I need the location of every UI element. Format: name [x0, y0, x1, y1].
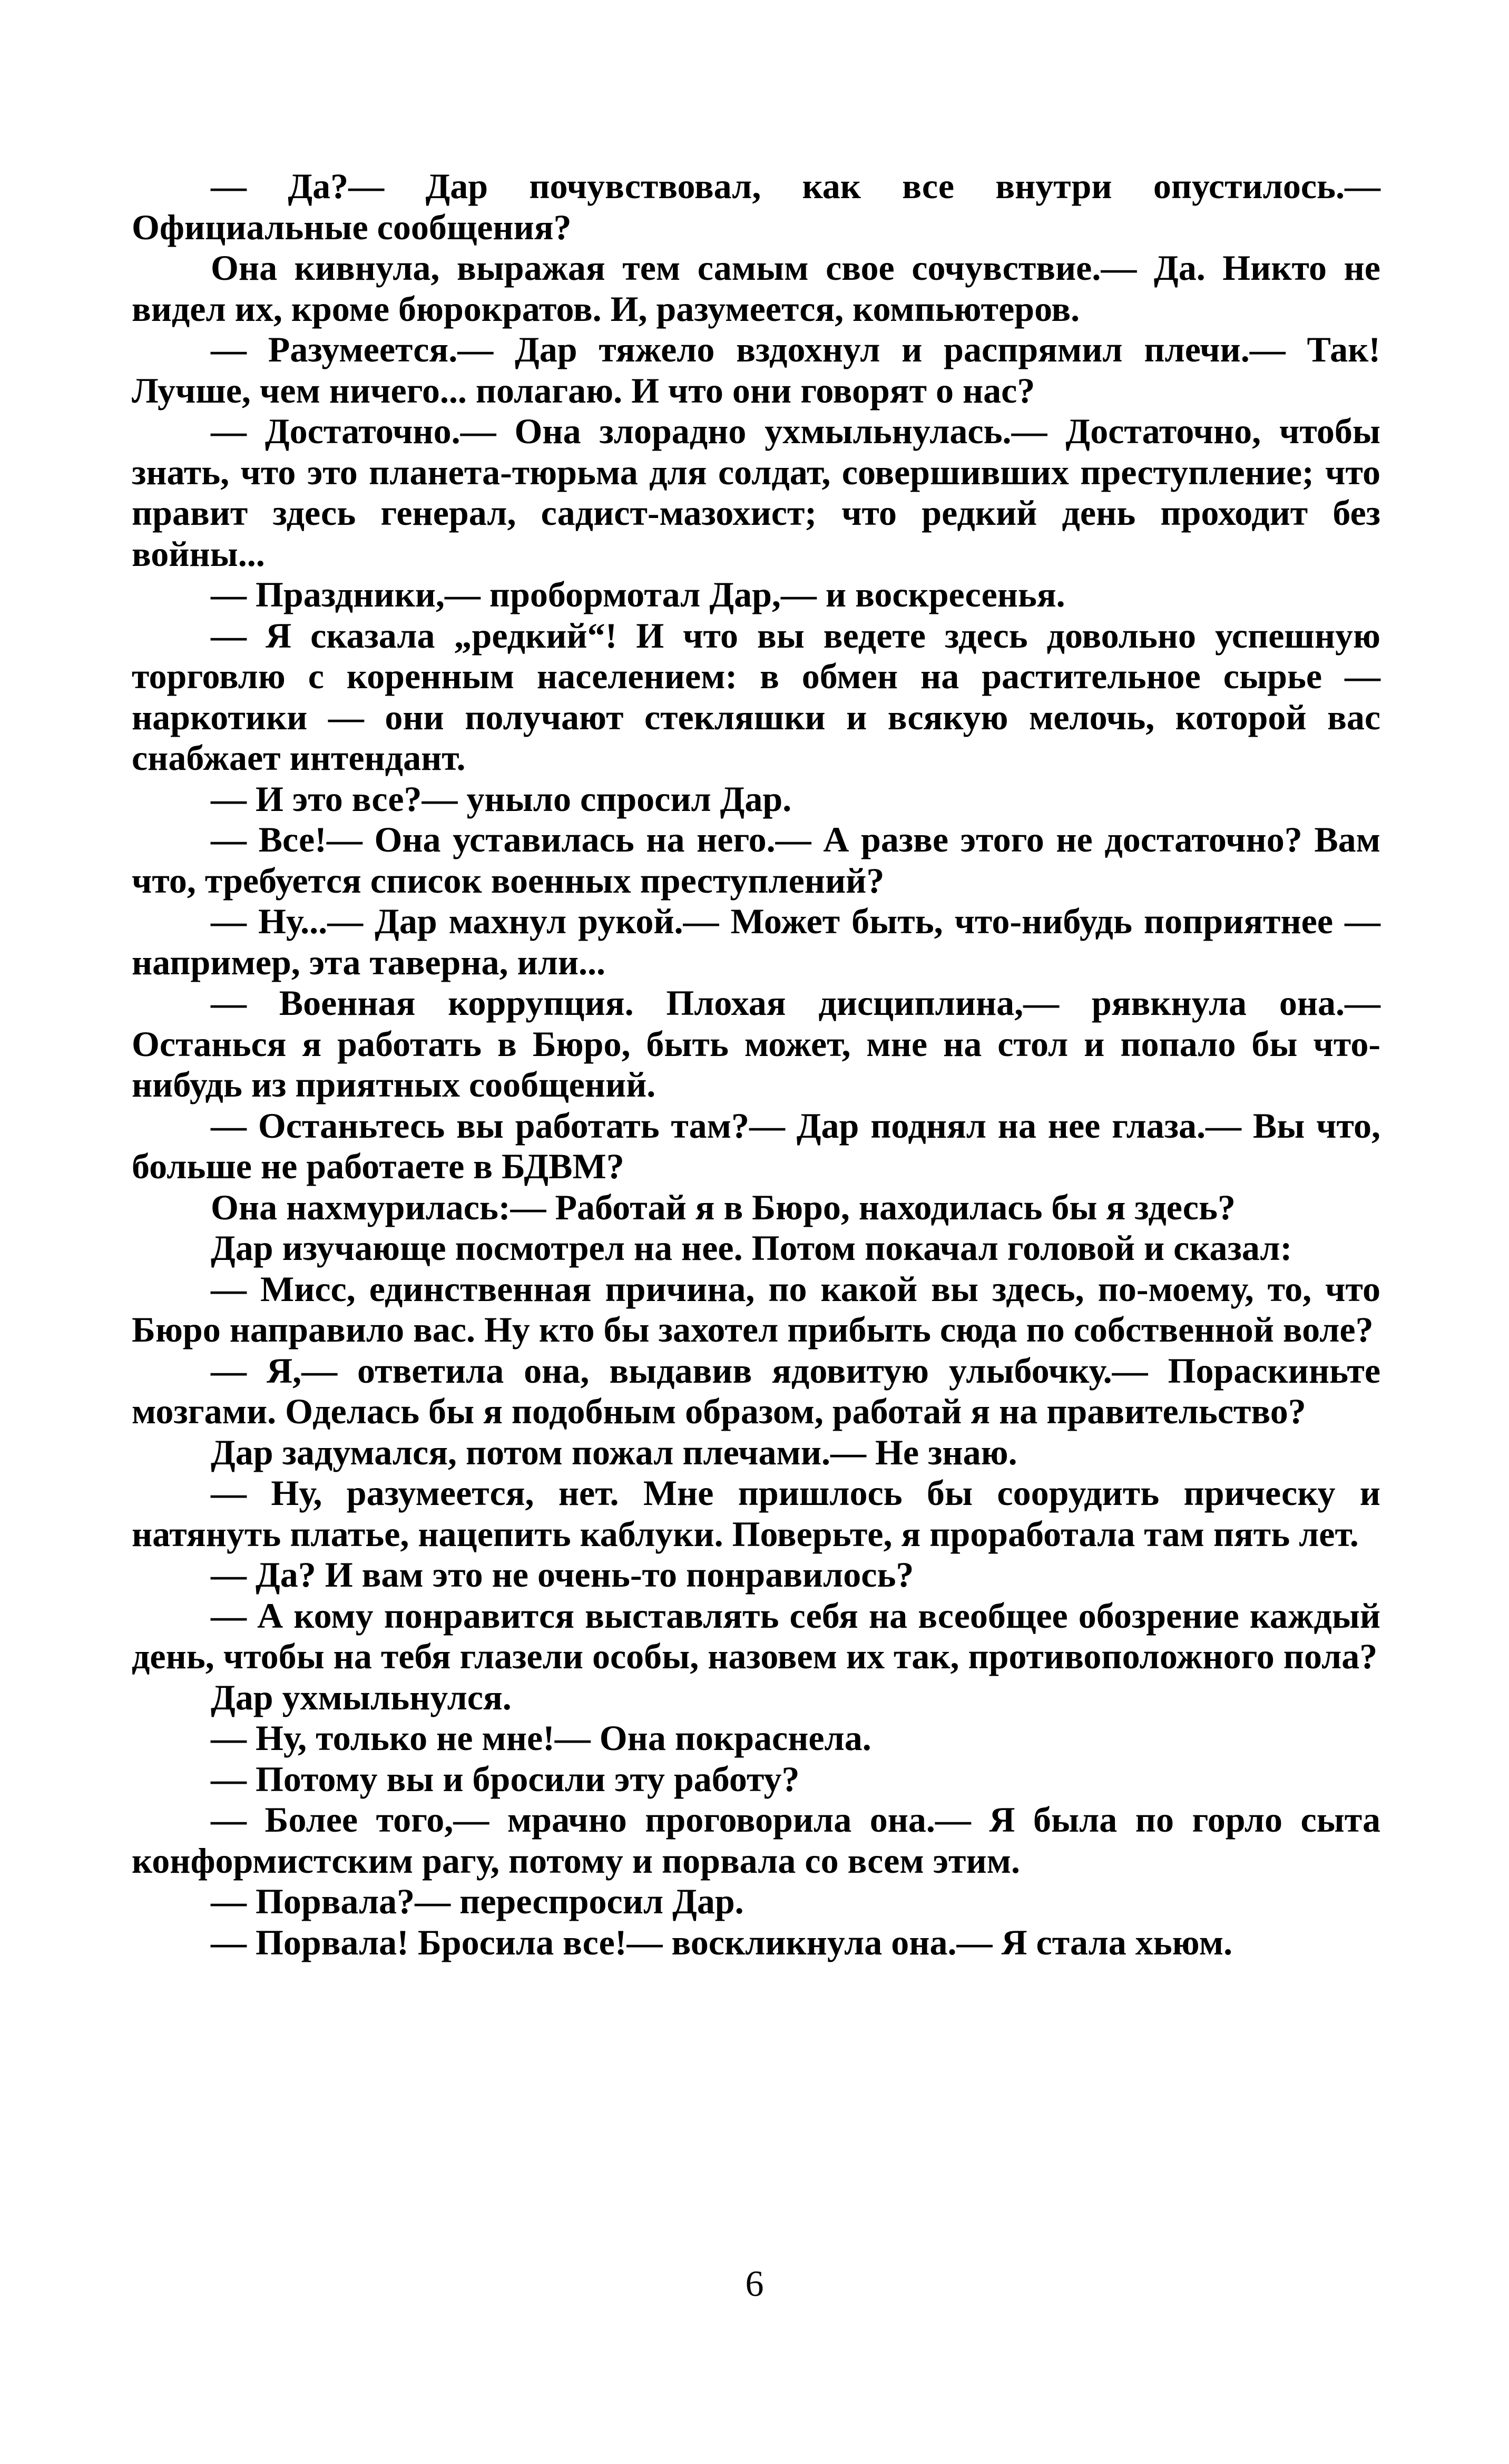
paragraph: — Ну...— Дар махнул рукой.— Может быть, что-нибудь поприятнее — например, эта таверна, или... — [132, 901, 1380, 982]
paragraph: — Да?— Дар почувствовал, как все внутри опустилось.— Официальные сообщения? — [132, 166, 1380, 247]
paragraph: Дар задумался, потом пожал плечами.— Не знаю. — [211, 1432, 1017, 1472]
paragraph: Дар изучающе посмотрел на нее. Потом покачал головой и сказал: — [211, 1228, 1292, 1268]
paragraph: — Да? И вам это не очень-то понравилось? — [211, 1554, 914, 1595]
paragraph: — И это все?— уныло спросил Дар. — [211, 778, 792, 819]
paragraph: Дар ухмыльнулся. — [211, 1677, 512, 1717]
paragraph: — Я сказала „редкий“! И что вы ведете здесь довольно успешную торговлю с коренным населением: в обмен на растительное сырье — наркотики — они получают стекляшки и всякую мелочь, которой вас снабжает интендант. — [132, 615, 1380, 778]
page-body — [132, 166, 1380, 1963]
paragraph: — Порвала! Бросила все!— воскликнула она.— Я стала хьюм. — [211, 1922, 1233, 1962]
paragraph: — Праздники,— пробормотал Дар,— и воскресенья. — [211, 574, 1065, 614]
paragraph: — Все!— Она уставилась на него.— А разве этого не достаточно? Вам что, требуется список военных преступлений? — [132, 819, 1380, 901]
paragraph: Она кивнула, выражая тем самым свое сочувствие.— Да. Никто не видел их, кроме бюрократов. И, разумеется, компьютеров. — [132, 248, 1380, 329]
page-number: 6 — [745, 2264, 764, 2304]
paragraph: — Потому вы и бросили эту работу? — [211, 1758, 800, 1799]
paragraph: — А кому понравится выставлять себя на всеобщее обозрение каждый день, чтобы на тебя глазели особы, назовем их так, противоположного пола? — [132, 1595, 1380, 1676]
paragraph: — Разумеется.— Дар тяжело вздохнул и распрямил плечи.— Так! Лучше, чем ничего... полагаю. И что они говорят о нас? — [132, 329, 1380, 410]
paragraph: — Мисс, единственная причина, по какой вы здесь, по-моему, то, что Бюро направило вас. Ну кто бы захотел прибыть сюда по собственной воле? — [132, 1268, 1380, 1350]
paragraph: — Более того,— мрачно проговорила она.— Я была по горло сыта конформистским рагу, потому и порвала со всем этим. — [132, 1800, 1380, 1881]
paragraph: — Достаточно.— Она злорадно ухмыльнулась.— Достаточно, чтобы знать, что это планета-тюрьма для солдат, совершивших преступление; что правит здесь генерал, садист-мазохист; что редкий день проходит без войны... — [132, 411, 1380, 574]
paragraph: — Военная коррупция. Плохая дисциплина,— рявкнула она.— Останься я работать в Бюро, быть может, мне на стол и попало бы что-нибудь из приятных сообщений. — [132, 983, 1380, 1104]
paragraph: — Останьтесь вы работать там?— Дар поднял на нее глаза.— Вы что, больше не работаете в БДВМ? — [132, 1105, 1380, 1186]
paragraph: — Ну, разумеется, нет. Мне пришлось бы соорудить прическу и натянуть платье, нацепить каблуки. Поверьте, я проработала там пять лет. — [132, 1473, 1380, 1554]
paragraph: — Я,— ответила она, выдавив ядовитую улыбочку.— Пораскиньте мозгами. Оделась бы я подобным образом, работай я на правительство? — [132, 1350, 1380, 1431]
paragraph: Она нахмурилась:— Работай я в Бюро, находилась бы я здесь? — [211, 1187, 1236, 1227]
paragraph: — Порвала?— переспросил Дар. — [211, 1881, 744, 1921]
paragraph: — Ну, только не мне!— Она покраснела. — [211, 1718, 871, 1758]
